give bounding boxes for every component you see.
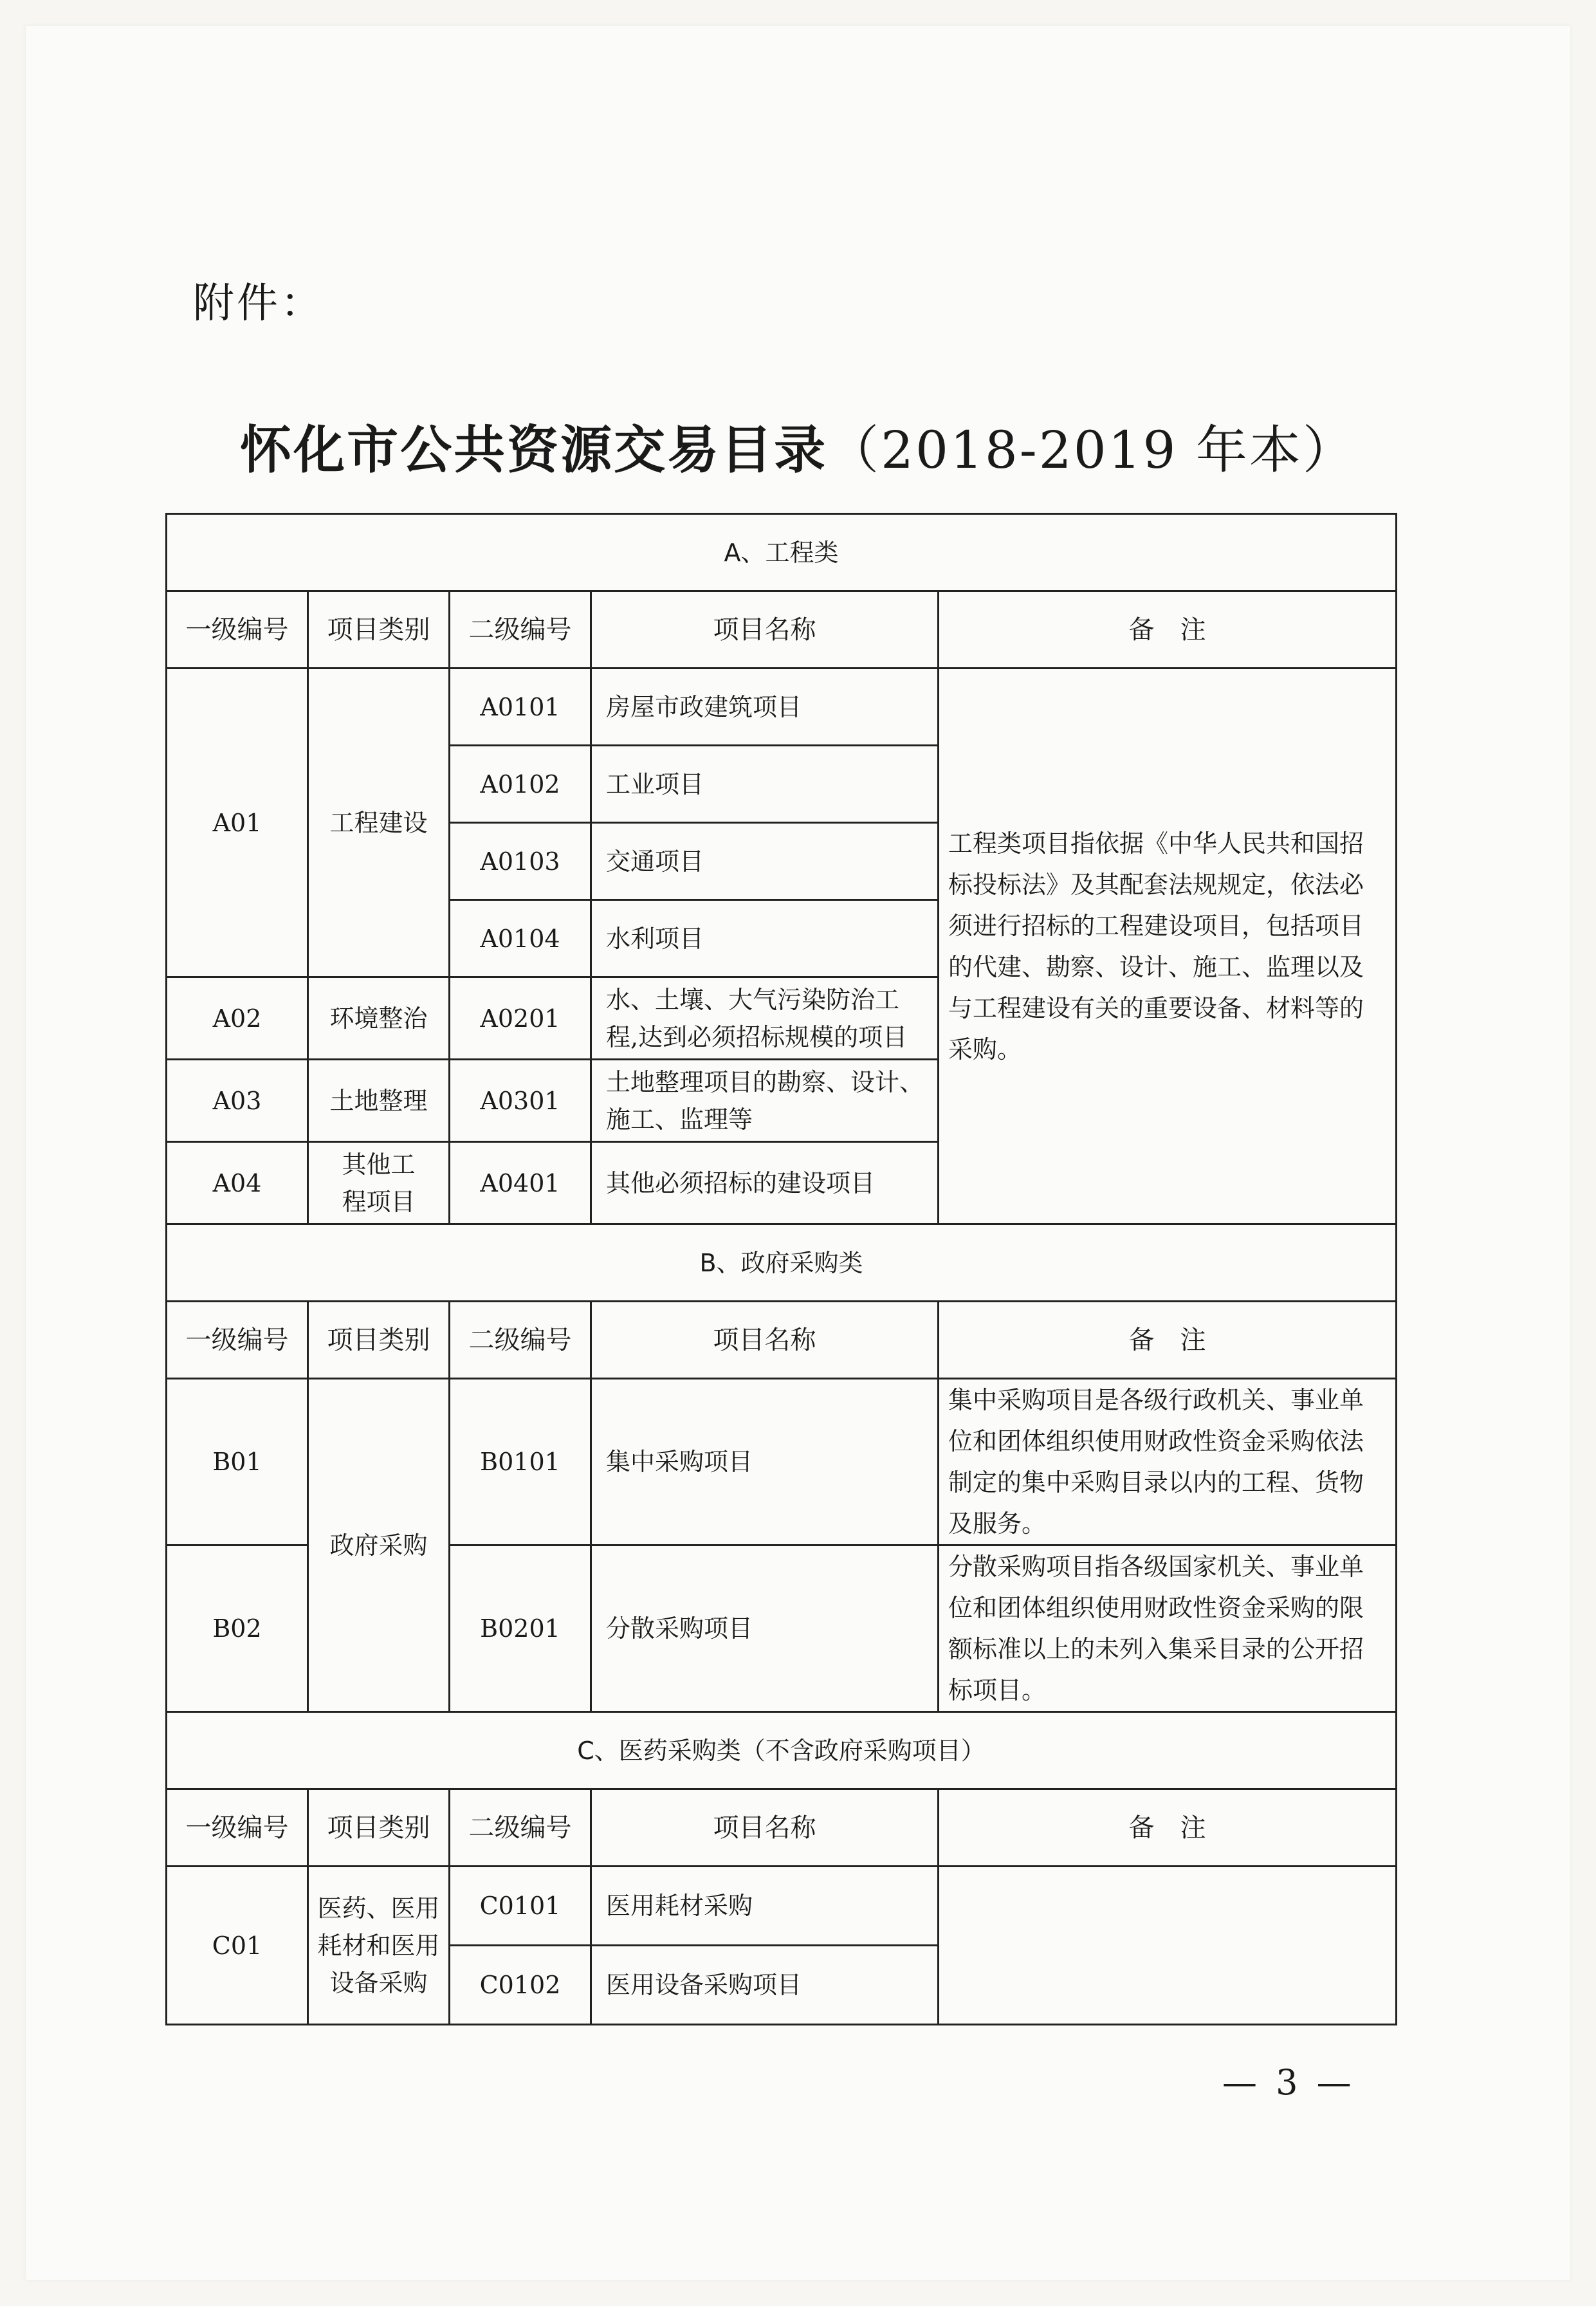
title-year: （2018-2019 年本）: [827, 420, 1356, 480]
header-category: 项目类别: [308, 1302, 450, 1379]
level2-code: A0104: [450, 900, 591, 977]
title-main: 怀化市公共资源交易目录: [240, 420, 828, 480]
project-category: 医药、医用耗材和医用设备采购: [308, 1867, 450, 2025]
header-level1-code: 一级编号: [167, 1789, 308, 1867]
level1-code: A03: [167, 1060, 308, 1142]
level1-code: C01: [167, 1867, 308, 2025]
level1-code: A01: [167, 669, 308, 977]
section-title: B、政府采购类: [167, 1224, 1397, 1302]
attachment-label: 附件：: [193, 280, 324, 327]
section-b-title-row: [167, 1224, 1397, 1302]
section-title: C、医药采购类（不含政府采购项目）: [167, 1712, 1397, 1789]
table-row: [167, 1867, 1397, 1946]
section-title: A、工程类: [167, 514, 1397, 591]
project-name: 集中采购项目: [591, 1379, 939, 1545]
remark: 集中采购项目是各级行政机关、事业单位和团体组织使用财政性资金采购依法制定的集中采购目录以内的工程、货物及服务。: [939, 1379, 1397, 1545]
section-c-title-row: [167, 1712, 1397, 1789]
project-name: 医用耗材采购: [591, 1867, 939, 1946]
header-remark: 备 注: [939, 591, 1397, 669]
project-name: 土地整理项目的勘察、设计、施工、监理等: [591, 1060, 939, 1142]
project-name: 房屋市政建筑项目: [591, 669, 939, 746]
page-number: — 3 —: [1222, 2062, 1355, 2103]
project-category: 其他工程项目: [308, 1142, 450, 1224]
header-level2-code: 二级编号: [450, 591, 591, 669]
catalog-table: [165, 513, 1397, 2025]
project-name: 交通项目: [591, 823, 939, 900]
level2-code: A0102: [450, 746, 591, 823]
project-category: 政府采购: [308, 1379, 450, 1712]
header-row: [167, 1789, 1397, 1867]
project-category: 环境整治: [308, 977, 450, 1060]
section-a-title-row: [167, 514, 1397, 591]
project-name: 其他必须招标的建设项目: [591, 1142, 939, 1224]
header-category: 项目类别: [308, 591, 450, 669]
remark: 分散采购项目指各级国家机关、事业单位和团体组织使用财政性资金采购的限额标准以上的未列入集采目录的公开招标项目。: [939, 1545, 1397, 1712]
header-category: 项目类别: [308, 1789, 450, 1867]
project-name: 水利项目: [591, 900, 939, 977]
project-name: 水、土壤、大气污染防治工程,达到必须招标规模的项目: [591, 977, 939, 1060]
level1-code: B01: [167, 1379, 308, 1545]
page-title: [0, 409, 1596, 483]
level2-code: A0201: [450, 977, 591, 1060]
level2-code: C0102: [450, 1946, 591, 2025]
project-category: 工程建设: [308, 669, 450, 977]
level2-code: A0401: [450, 1142, 591, 1224]
header-project-name: 项目名称: [591, 1789, 939, 1867]
header-project-name: 项目名称: [591, 591, 939, 669]
level1-code: B02: [167, 1545, 308, 1712]
header-level1-code: 一级编号: [167, 1302, 308, 1379]
remark: 工程类项目指依据《中华人民共和国招标投标法》及其配套法规规定，依法必须进行招标的工程建设项目，包括项目的代建、勘察、设计、施工、监理以及与工程建设有关的重要设备、材料等的采购。: [939, 669, 1397, 1224]
header-row: [167, 591, 1397, 669]
project-name: 医用设备采购项目: [591, 1946, 939, 2025]
header-level1-code: 一级编号: [167, 591, 308, 669]
project-name: 工业项目: [591, 746, 939, 823]
header-remark: 备 注: [939, 1302, 1397, 1379]
level2-code: A0301: [450, 1060, 591, 1142]
remark: [939, 1867, 1397, 2025]
header-level2-code: 二级编号: [450, 1789, 591, 1867]
header-row: [167, 1302, 1397, 1379]
level1-code: A04: [167, 1142, 308, 1224]
header-remark: 备 注: [939, 1789, 1397, 1867]
project-name: 分散采购项目: [591, 1545, 939, 1712]
project-category: 土地整理: [308, 1060, 450, 1142]
header-project-name: 项目名称: [591, 1302, 939, 1379]
header-level2-code: 二级编号: [450, 1302, 591, 1379]
level1-code: A02: [167, 977, 308, 1060]
level2-code: B0101: [450, 1379, 591, 1545]
level2-code: A0101: [450, 669, 591, 746]
level2-code: B0201: [450, 1545, 591, 1712]
level2-code: A0103: [450, 823, 591, 900]
table-row: [167, 669, 1397, 746]
table-row: [167, 1379, 1397, 1545]
level2-code: C0101: [450, 1867, 591, 1946]
